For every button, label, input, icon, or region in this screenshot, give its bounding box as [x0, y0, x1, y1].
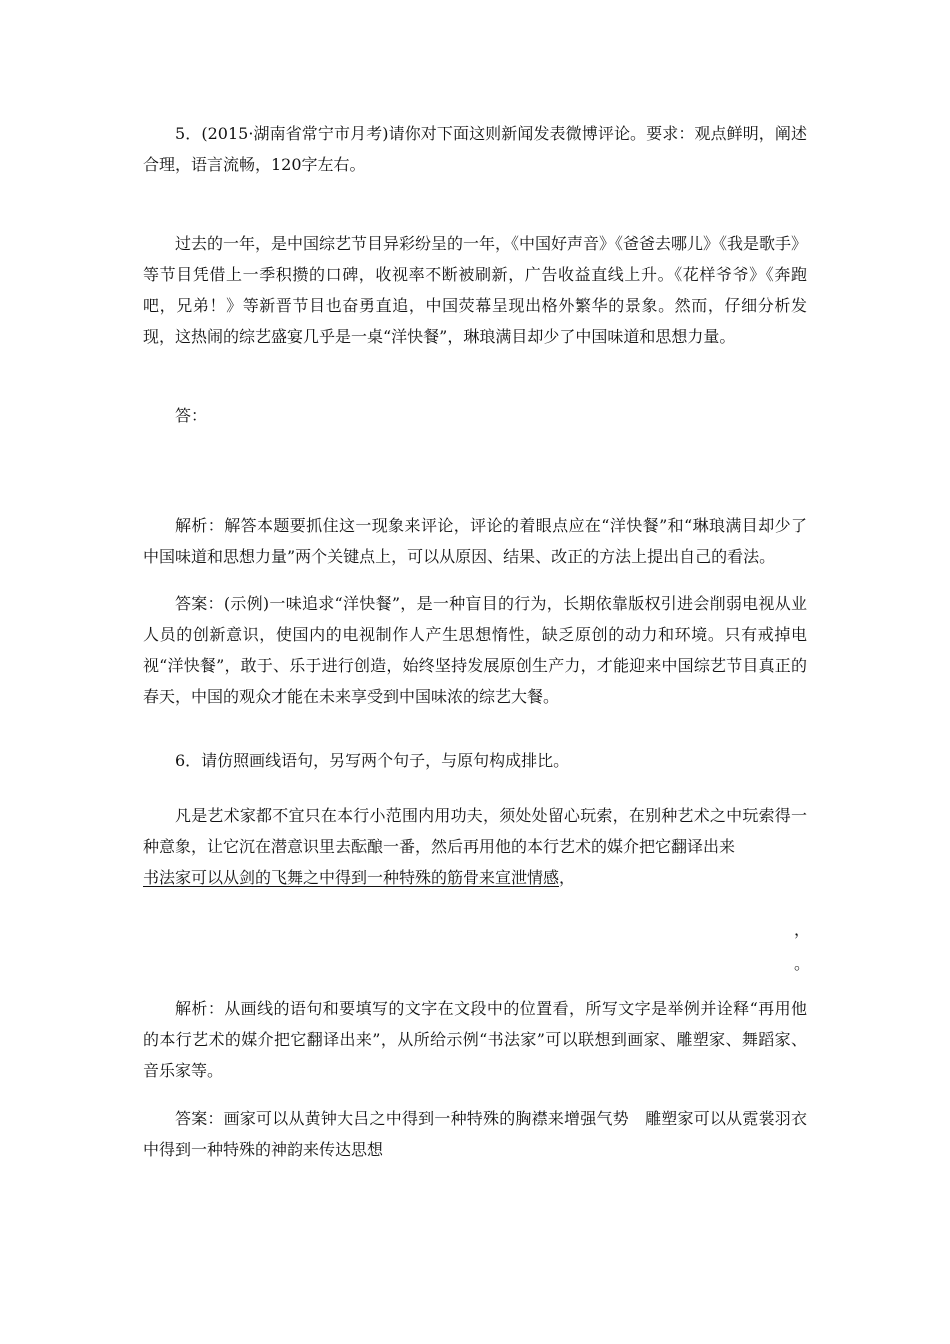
question-5-prompt: 5．(2015·湖南省常宁市月考)请你对下面这则新闻发表微博评论。要求：观点鲜明，阐述合理，语言流畅，120字左右。 [143, 124, 807, 174]
question-5-answer-label: 答： [175, 406, 208, 425]
question-5-news-passage: 过去的一年，是中国综艺节目异彩纷呈的一年，《中国好声音》《爸爸去哪儿》《我是歌手》等节目凭借上一季积攒的口碑，收视率不断被刷新，广告收益直线上升。《花样爷爷》《奔跑吧，兄弟！》等新晋节目也奋勇直追，中国荧幕呈现出格外繁华的景象。然而，仔细分析发现，这热闹的综艺盛宴几乎是一桌“洋快餐”，琳琅满目却少了中国味道和思想力量。 [143, 234, 808, 346]
fill-blank-2-punct: 。 [793, 954, 810, 973]
question-5-analysis: 解析：解答本题要抓住这一现象来评论，评论的着眼点应在“洋快餐”和“琳琅满目却少了中国味道和思想力量”两个关键点上，可以从原因、结果、改正的方法上提出自己的看法。 [143, 516, 807, 566]
question-6-answer: 答案：画家可以从黄钟大吕之中得到一种特殊的胸襟来增强气势 雕塑家可以从霓裳羽衣中得到一种特殊的神韵来传达思想 [143, 1109, 807, 1159]
underlined-sentence-punct: ， [559, 868, 576, 887]
underlined-sentence: 书法家可以从剑的飞舞之中得到一种特殊的筋骨来宣泄情感 [143, 868, 560, 887]
fill-blank-1-punct: ， [793, 920, 810, 939]
question-6-prompt: 6．请仿照画线语句，另写两个句子，与原句构成排比。 [175, 751, 570, 770]
question-5-answer: 答案：(示例)一味追求“洋快餐”，是一种盲目的行为，长期依靠版权引进会削弱电视从业人员的创新意识，使国内的电视制作人产生思想惰性，缺乏原创的动力和环境。只有戒掉电视“洋快餐”，敢于、乐于进行创造，始终坚持发展原创生产力，才能迎来中国综艺节目真正的春天，中国的观众才能在未来享受到中国味浓的综艺大餐。 [143, 594, 807, 706]
question-6-analysis: 解析：从画线的语句和要填写的文字在文段中的位置看，所写文字是举例并诠释“再用他的本行艺术的媒介把它翻译出来”，从所给示例“书法家”可以联想到画家、雕塑家、舞蹈家、音乐家等。 [143, 999, 807, 1080]
question-6-underlined-line [143, 862, 807, 893]
question-6-passage: 凡是艺术家都不宜只在本行小范围内用功夫，须处处留心玩索，在别种艺术之中玩索得一种意象，让它沉在潜意识里去酝酿一番，然后再用他的本行艺术的媒介把它翻译出来 [143, 806, 807, 856]
